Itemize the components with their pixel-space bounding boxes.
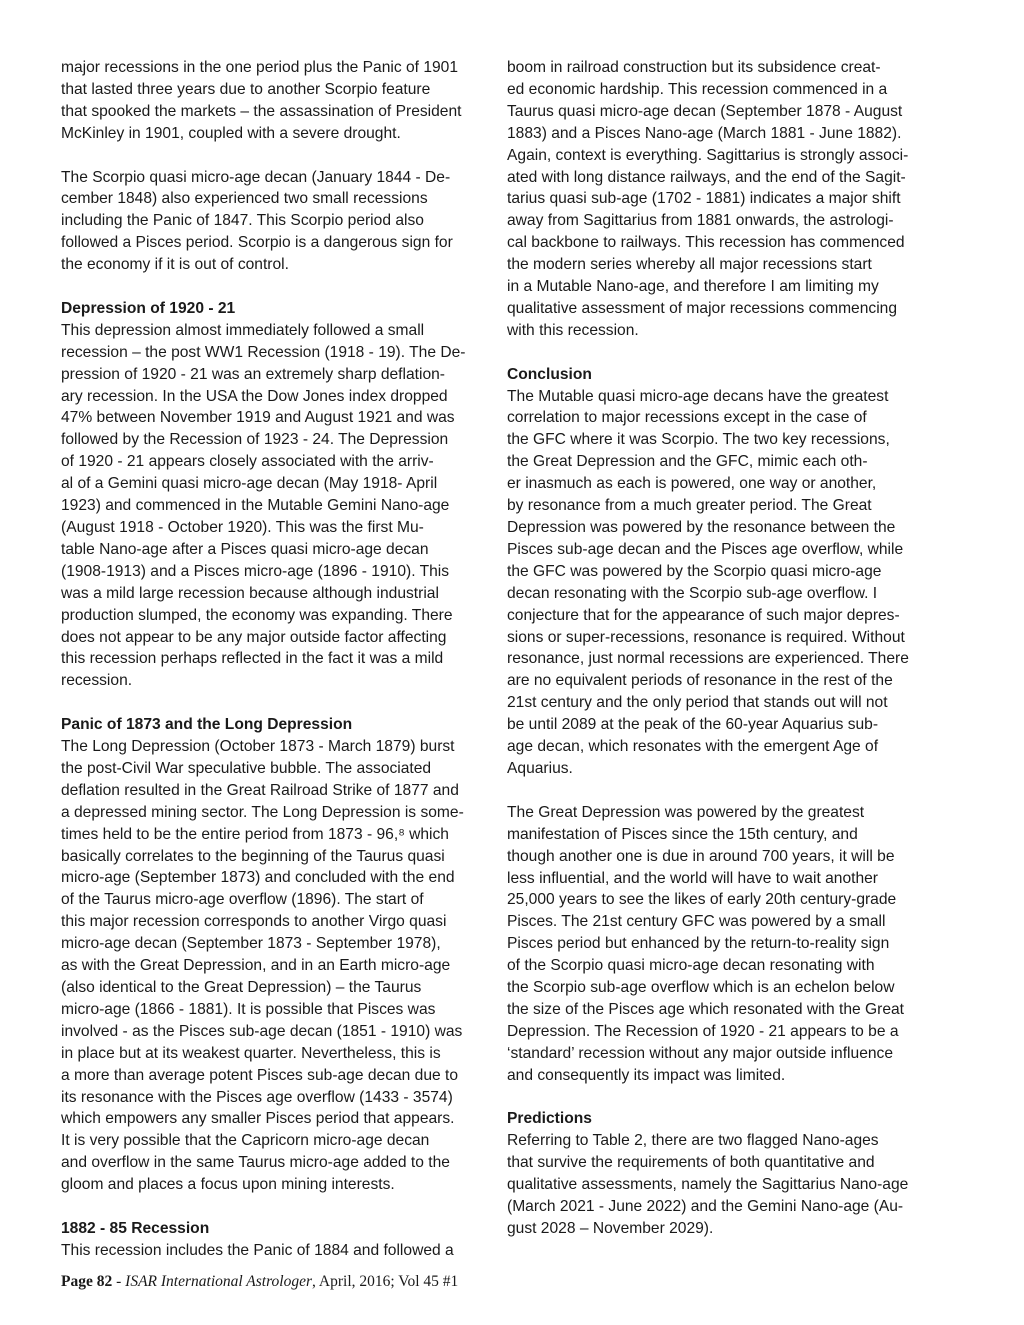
left-intro-paragraph-1: major recessions in the one period plus the Panic of 1901 that lasted three years due to another Scorpio feature that spooked the markets – the assassination of President McKinley in 1901, coupled with a severe drought.	[61, 59, 462, 142]
section-body-panic-1873: The Long Depression (October 1873 - March 1879) burst the post-Civil War speculative bubble. The associated deflation resulted in the Great Railroad Strike of 1877 and a depressed mining sector. The Long Depression is some- times held to be the entire period from 1873 - 96,⁸ which basically correlates to the beginning of the Taurus quasi micro-age (September 1873) and concluded with the end of the Taurus micro-age overflow (1896). The start of this major recession corresponds to another Virgo quasi micro-age decan (September 1873 - September 1978), as with the Great Depression, and in an Earth micro-age (also identical to the Great Depression) – the Taurus micro-age (1866 - 1881). It is possible that Pisces was involved - as the Pisces sub-age decan (1851 - 1910) was in place but at its weakest quarter. Nevertheless, this is a more than average potent Pisces sub-age decan due to its resonance with the Pisces age overflow (1433 - 3574) which empowers any smaller Pisces period that appears. It is very possible that the Capricorn micro-age decan and overflow in the same Taurus micro-age added to the gloom and places a focus upon mining interests.	[61, 738, 464, 1194]
issue-info: , April, 2016; Vol 45 #1	[312, 1273, 459, 1290]
predictions-paragraph: Referring to Table 2, there are two flagged Nano-ages that survive the requirements of both quantitative and qualitative assessments, namely the Sagittarius Nano-age (March 2021 - June 2022) and the Gemini Nano-age (Au- gust 2028 – November 2029).	[507, 1132, 909, 1237]
section-body-depression-1920: This depression almost immediately followed a small recession – the post WW1 Recession (1918 - 19). The De- pression of 1920 - 21 was an extremely sharp deflation- ary recession. In the USA the Dow Jones index dropped 47% between November 1919 and August 1921 and was followed by the Recession of 1923 - 24. The Depression of 1920 - 21 appears closely associated with the arriv- al of a Gemini quasi micro-age decan (May 1918- April 1923) and commenced in the Mutable Gemini Nano-age (August 1918 - October 1920). This was the first Mu- table Nano-age after a Pisces quasi micro-age decan (1908-1913) and a Pisces micro-age (1896 - 1910). This was a mild large recession because although industrial production slumped, the economy was expanding. There does not appear to be any major outside factor affecting this recession perhaps reflected in the fact it was a mild recession.	[61, 321, 466, 690]
footer-separator: -	[112, 1273, 126, 1290]
page-footer	[61, 1273, 458, 1291]
conclusion-paragraph-2: The Great Depression was powered by the greatest manifestation of Pisces since the 15th century, and though another one is due in around 700 years, it will be less influential, and the world will have to wait another 25,000 years to see the likes of early 20th century-grade Pisces. The 21st century GFC was powered by a small Pisces period but enhanced by the return-to-reality sign of the Scorpio quasi micro-age decan resonating with the Scorpio sub-age overflow which is an echelon below the size of the Pisces age which resonated with the Great Depression. The Recession of 1920 - 21 appears to be a ‘standard’ recession without any major outside influence and consequently its impact was limited.	[507, 803, 904, 1084]
conclusion-paragraph-1: The Mutable quasi micro-age decans have the greatest correlation to major recessions except in the case of the GFC where it was Scorpio. The two key recessions, the Great Depression and the GFC, mimic each oth- er inasmuch as each is powered, one way or another, by resonance from a much greater period. The Great Depression was powered by the resonance between the Pisces sub-age decan and the Pisces age overflow, while the GFC was powered by the Scorpio quasi micro-age decan resonating with the Scorpio sub-age overflow. I conjecture that for the appearance of such major depres- sions or super-recessions, resonance is required. Without resonance, just normal recessions are experienced. There are no equivalent periods of resonance in the rest of the 21st century and the only period that stands out will not be until 2089 at the peak of the 60-year Aquarius sub- age decan, which resonates with the emergent Age of Aquarius.	[507, 387, 909, 777]
section-heading-predictions: Predictions	[507, 1110, 592, 1128]
section-heading-depression-1920: Depression of 1920 - 21	[61, 299, 236, 317]
left-intro-paragraph-2: The Scorpio quasi micro-age decan (January 1844 - De- cember 1848) also experienced two small recessions including the Panic of 1847. This Scorpio period also followed a Pisces period. Scorpio is a dangerous sign for the economy if it is out of control.	[61, 168, 453, 274]
page-number: Page 82	[61, 1273, 113, 1290]
section-heading-panic-1873: Panic of 1873 and the Long Depression	[61, 716, 353, 734]
publication-title: ISAR International Astrologer	[125, 1273, 313, 1290]
section-heading-recession-1882: 1882 - 85 Recession	[61, 1219, 210, 1237]
right-intro-paragraph: boom in railroad construction but its subsidence creat- ed economic hardship. This recession commenced in a Taurus quasi micro-age decan (September 1878 - August 1883) and a Pisces Nano-age (March 1881 - June 1882). Again, context is everything. Sagittarius is strongly associ- ated with long distance railways, and the end of the Sagit- tarius quasi sub-age (1702 - 1881) indicates a major shift away from Sagittarius from 1881 onwards, the astrologi- cal backbone to railways. This recession has commenced the modern series whereby all major recessions start in a Mutable Nano-age, and therefore I am limiting my qualitative assessment of major recessions commencing with this recession.	[507, 59, 909, 339]
left-column	[61, 57, 499, 1262]
right-column	[507, 57, 945, 1240]
section-body-recession-1882: This recession includes the Panic of 1884 and followed a	[61, 1241, 454, 1259]
section-heading-conclusion: Conclusion	[507, 365, 592, 383]
